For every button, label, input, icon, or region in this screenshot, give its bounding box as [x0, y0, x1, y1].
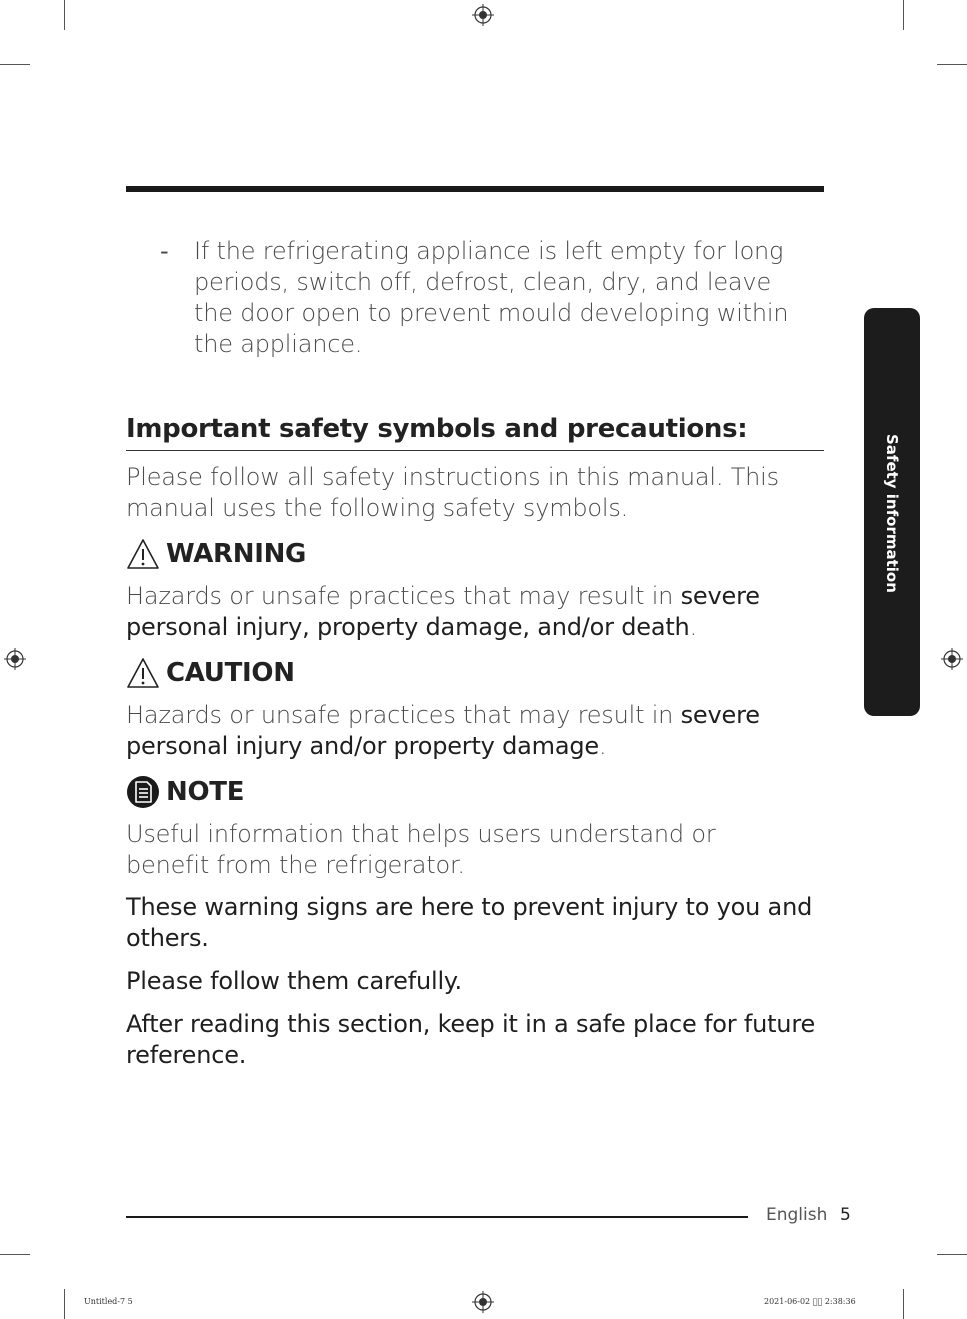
warning-triangle-icon [126, 538, 160, 570]
footer-rule [126, 1216, 748, 1218]
crop-mark [937, 1254, 967, 1255]
closing-paragraph-3: After reading this section, keep it in a safe place for future reference. [126, 1010, 816, 1069]
crop-mark [0, 64, 30, 65]
caution-title [126, 657, 295, 689]
note-label: NOTE [166, 777, 245, 807]
closing-paragraph-2: Please follow them carefully. [126, 967, 462, 995]
crop-mark [64, 0, 65, 30]
caution-text-plain: Hazards or unsafe practices that may result in [126, 701, 681, 729]
warning-text-end: . [689, 613, 697, 641]
caution-text [126, 700, 826, 762]
closing-paragraph-1: These warning signs are here to prevent injury to you and others. [126, 893, 813, 952]
footer-language: English [766, 1205, 828, 1225]
page-number: 5 [840, 1205, 851, 1225]
warning-text [126, 581, 826, 643]
caution-text-end: . [598, 732, 607, 760]
warning-label: WARNING [166, 539, 307, 569]
registration-mark-icon [472, 4, 494, 26]
section-heading: Important safety symbols and precautions: [126, 414, 748, 444]
side-tab [864, 308, 920, 716]
caution-label: CAUTION [166, 658, 295, 688]
caution-triangle-icon [126, 657, 160, 689]
slug-right: 2021-06-02 ￿￿ 2:38:36 [764, 1297, 856, 1306]
crop-mark [903, 1289, 904, 1319]
bullet-text: If the refrigerating appliance is left empty for long periods, switch off, defrost, clean, dry, and leave the door open to prevent mould developing within the appliance. [194, 237, 789, 358]
registration-mark-icon [941, 648, 963, 670]
slug-left: Untitled-7 5 [84, 1297, 133, 1306]
heading-rule [126, 450, 824, 451]
note-text: Useful information that helps users understand or benefit from the refrigerator. [126, 820, 716, 879]
crop-mark [0, 1254, 30, 1255]
crop-mark [937, 64, 967, 65]
crop-mark [903, 0, 904, 30]
bullet-dash: - [160, 237, 169, 265]
registration-mark-icon [4, 648, 26, 670]
warning-text-emphasis: severe personal injury, property damage, and/or death [126, 582, 760, 641]
warning-title [126, 538, 306, 570]
caution-text-emphasis: severe personal injury and/or property damage [126, 701, 760, 760]
warning-text-plain: Hazards or unsafe practices that may result in [126, 582, 681, 610]
top-rule [126, 186, 824, 192]
registration-mark-icon [472, 1291, 494, 1313]
note-icon [126, 775, 160, 809]
crop-mark [64, 1289, 65, 1319]
note-title [126, 775, 244, 809]
side-tab-label: Safety information [883, 434, 901, 593]
section-intro: Please follow all safety instructions in this manual. This manual uses the following safety symbols. [126, 463, 779, 522]
